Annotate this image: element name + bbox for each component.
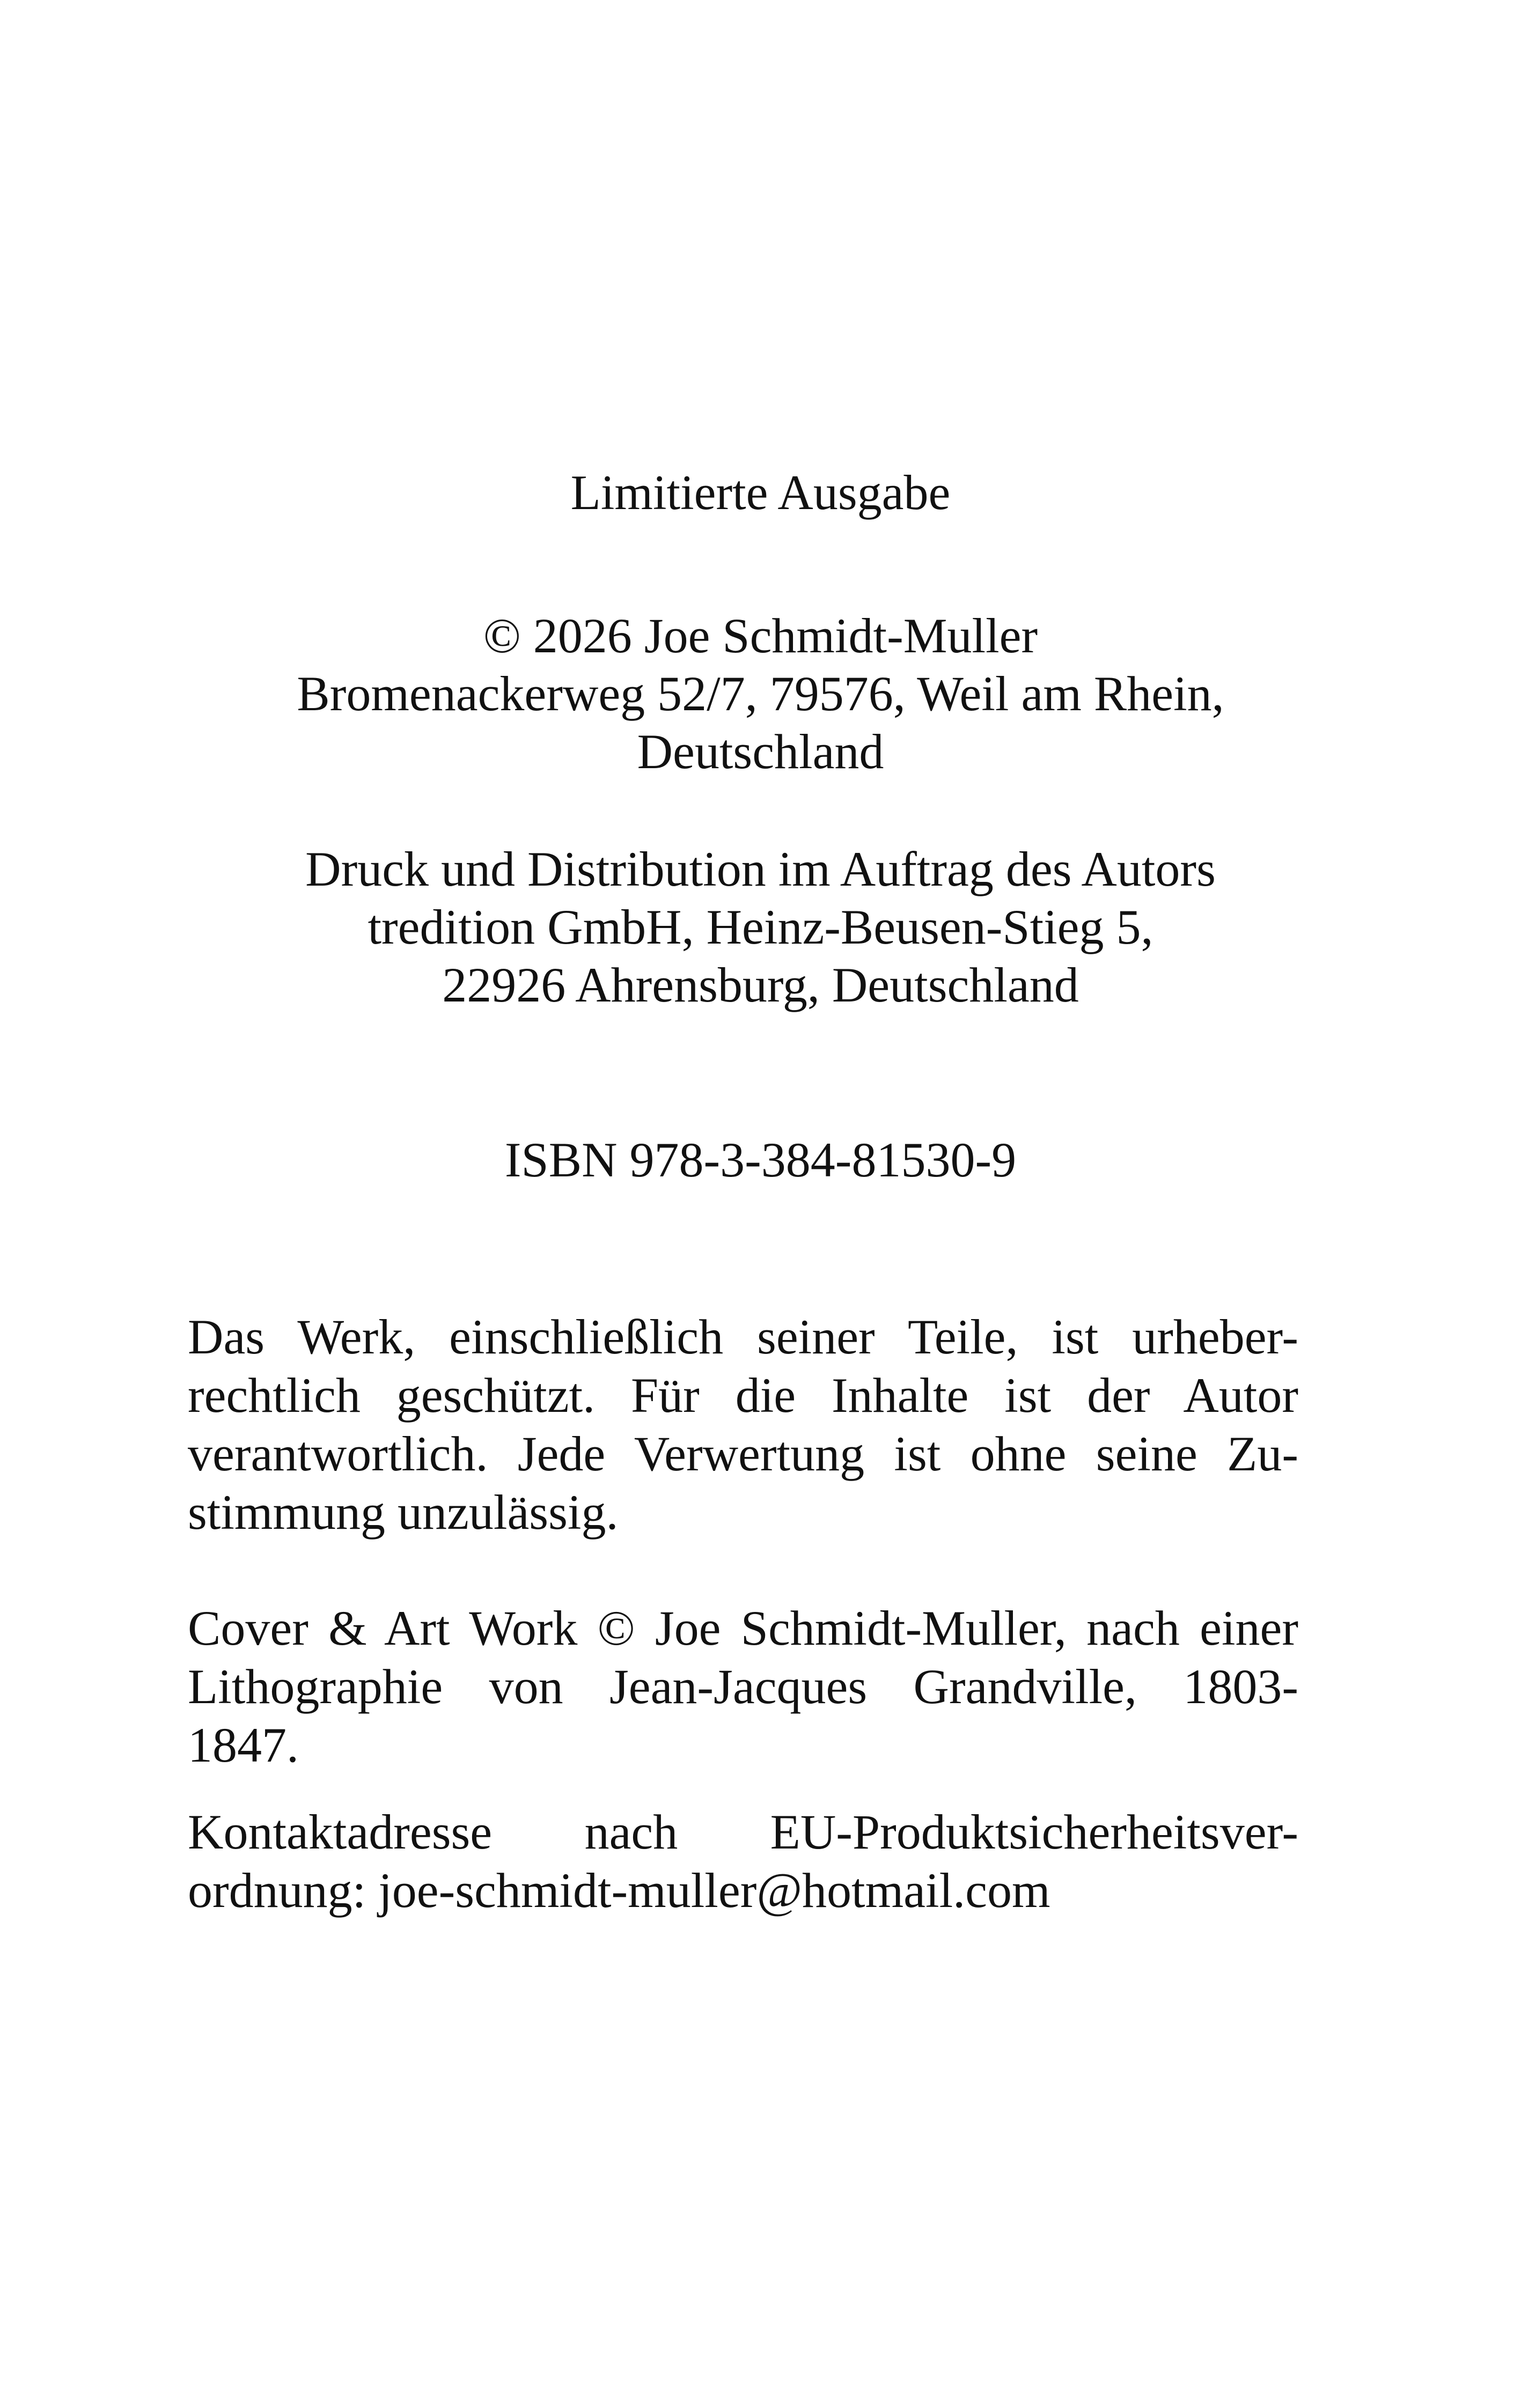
cover-credit — [188, 1599, 1298, 1774]
copyright-line: © 2026 Joe Schmidt-Muller — [483, 608, 1038, 663]
author-address-country: Deutschland — [637, 724, 884, 779]
rights-notice — [188, 1308, 1298, 1542]
isbn: ISBN 978-3-384-81530-9 — [504, 1132, 1017, 1187]
edition-title: Limitierte Ausgabe — [570, 465, 951, 520]
rights-notice-line: verantwortlich. Jede Verwertung ist ohne seine Zu- — [188, 1426, 1298, 1481]
contact-notice — [188, 1803, 1298, 1920]
rights-notice-line: stimmung unzulässig. — [188, 1485, 619, 1540]
cover-credit-line: Cover & Art Work © Joe Schmidt-Muller, nach einer — [188, 1601, 1298, 1655]
rights-notice-line: rechtlich geschützt. Für die Inhalte ist der Autor — [188, 1368, 1298, 1423]
cover-credit-line: 1847. — [188, 1718, 299, 1772]
author-address-street: Bromenackerweg 52/7, 79576, Weil am Rhein, — [297, 666, 1224, 721]
cover-credit-line: Lithographie von Jean-Jacques Grandville, 1803- — [188, 1659, 1298, 1714]
contact-notice-line: Kontaktadresse nach EU-Produktsicherheitsver- — [188, 1805, 1298, 1859]
contact-notice-line: ordnung: joe-schmidt-muller@hotmail.com — [188, 1863, 1050, 1918]
print-distribution-line: Druck und Distribution im Auftrag des Autors — [305, 842, 1216, 896]
rights-notice-line: Das Werk, einschließlich seiner Teile, ist urheber- — [188, 1309, 1298, 1364]
publisher-address-city: 22926 Ahrensburg, Deutschland — [442, 958, 1079, 1012]
publisher-address-street: tredition GmbH, Heinz-Beusen-Stieg 5, — [368, 900, 1153, 954]
